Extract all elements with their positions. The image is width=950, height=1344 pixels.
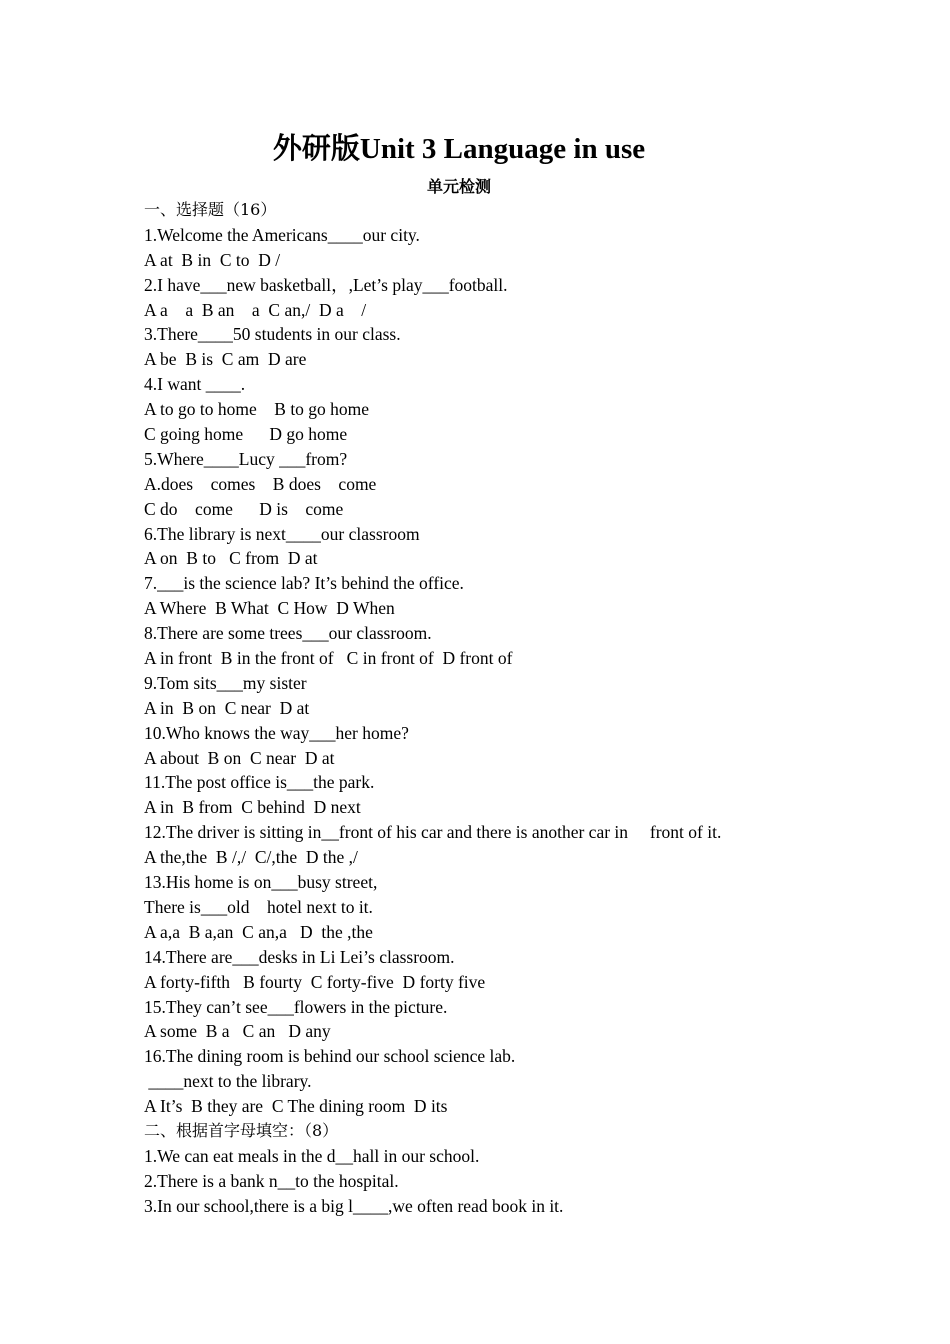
question-line: 9.Tom sits___my sister [144,672,307,693]
question-line: 8.There are some trees___our classroom. [144,623,432,644]
question-line: 12.The driver is sitting in__front of his car and there is another car in front of it. [144,822,722,843]
question-line: 5.Where____Lucy ___from? [144,448,348,469]
question-line: There is___old hotel next to it. [144,896,373,917]
options-line: A about B on C near D at [144,747,335,768]
options-line: A.does comes B does come [144,473,377,494]
options-line: A forty-fifth B fourty C forty-five D forty five [144,971,486,992]
question-line: 2.There is a bank n__to the hospital. [144,1170,399,1191]
question-line: 1.We can eat meals in the d__hall in our school. [144,1145,480,1166]
options-line: A a a B an a C an,/ D a / [144,299,367,320]
question-line: 14.There are___desks in Li Lei’s classroom. [144,946,455,967]
options-line: C do come D is come [144,498,344,519]
question-line: 3.In our school,there is a big l____,we often read book in it. [144,1195,564,1216]
options-line: A be B is C am D are [144,349,307,370]
document-body [144,198,904,1219]
question-line: 4.I want ____. [144,374,246,395]
options-line: A It’s B they are C The dining room D its [144,1096,448,1117]
options-line: A a,a B a,an C an,a D the ,the [144,921,373,942]
section-heading-choice: 一、选择题（16） [144,200,277,219]
options-line: A some B a C an D any [144,1021,331,1042]
question-line: 16.The dining room is behind our school science lab. [144,1046,516,1067]
options-line: A in B on C near D at [144,697,310,718]
options-line: A on B to C from D at [144,548,318,569]
question-line: 6.The library is next____our classroom [144,523,420,544]
section-heading-fill: 二、根据首字母填空：（8） [144,1120,339,1140]
question-line: 3.There____50 students in our class. [144,324,401,345]
question-line: ____next to the library. [144,1071,312,1092]
options-line: A Where B What C How D When [144,598,395,619]
question-line: 11.The post office is___the park. [144,772,375,793]
options-line: C going home D go home [144,424,348,445]
document-title: 外研版Unit 3 Language in use [272,133,646,165]
options-line: A in front B in the front of C in front of D front of [144,648,513,669]
options-line: A at B in C to D / [144,249,281,270]
options-line: A in B from C behind D next [144,797,361,818]
document-subtitle: 单元检测 [426,177,491,196]
question-line: 15.They can’t see___flowers in the picture. [144,996,448,1017]
options-line: A the,the B /,/ C/,the D the ,/ [144,847,358,868]
options-line: A to go to home B to go home [144,399,370,420]
question-line: 13.His home is on___busy street, [144,872,378,893]
question-line: 2.I have___new basketball，,Let’s play___football. [144,274,508,295]
question-line: 10.Who knows the way___her home? [144,722,409,743]
question-line: 7.___is the science lab? It’s behind the office. [144,573,464,594]
question-line: 1.Welcome the Americans____our city. [144,224,420,245]
